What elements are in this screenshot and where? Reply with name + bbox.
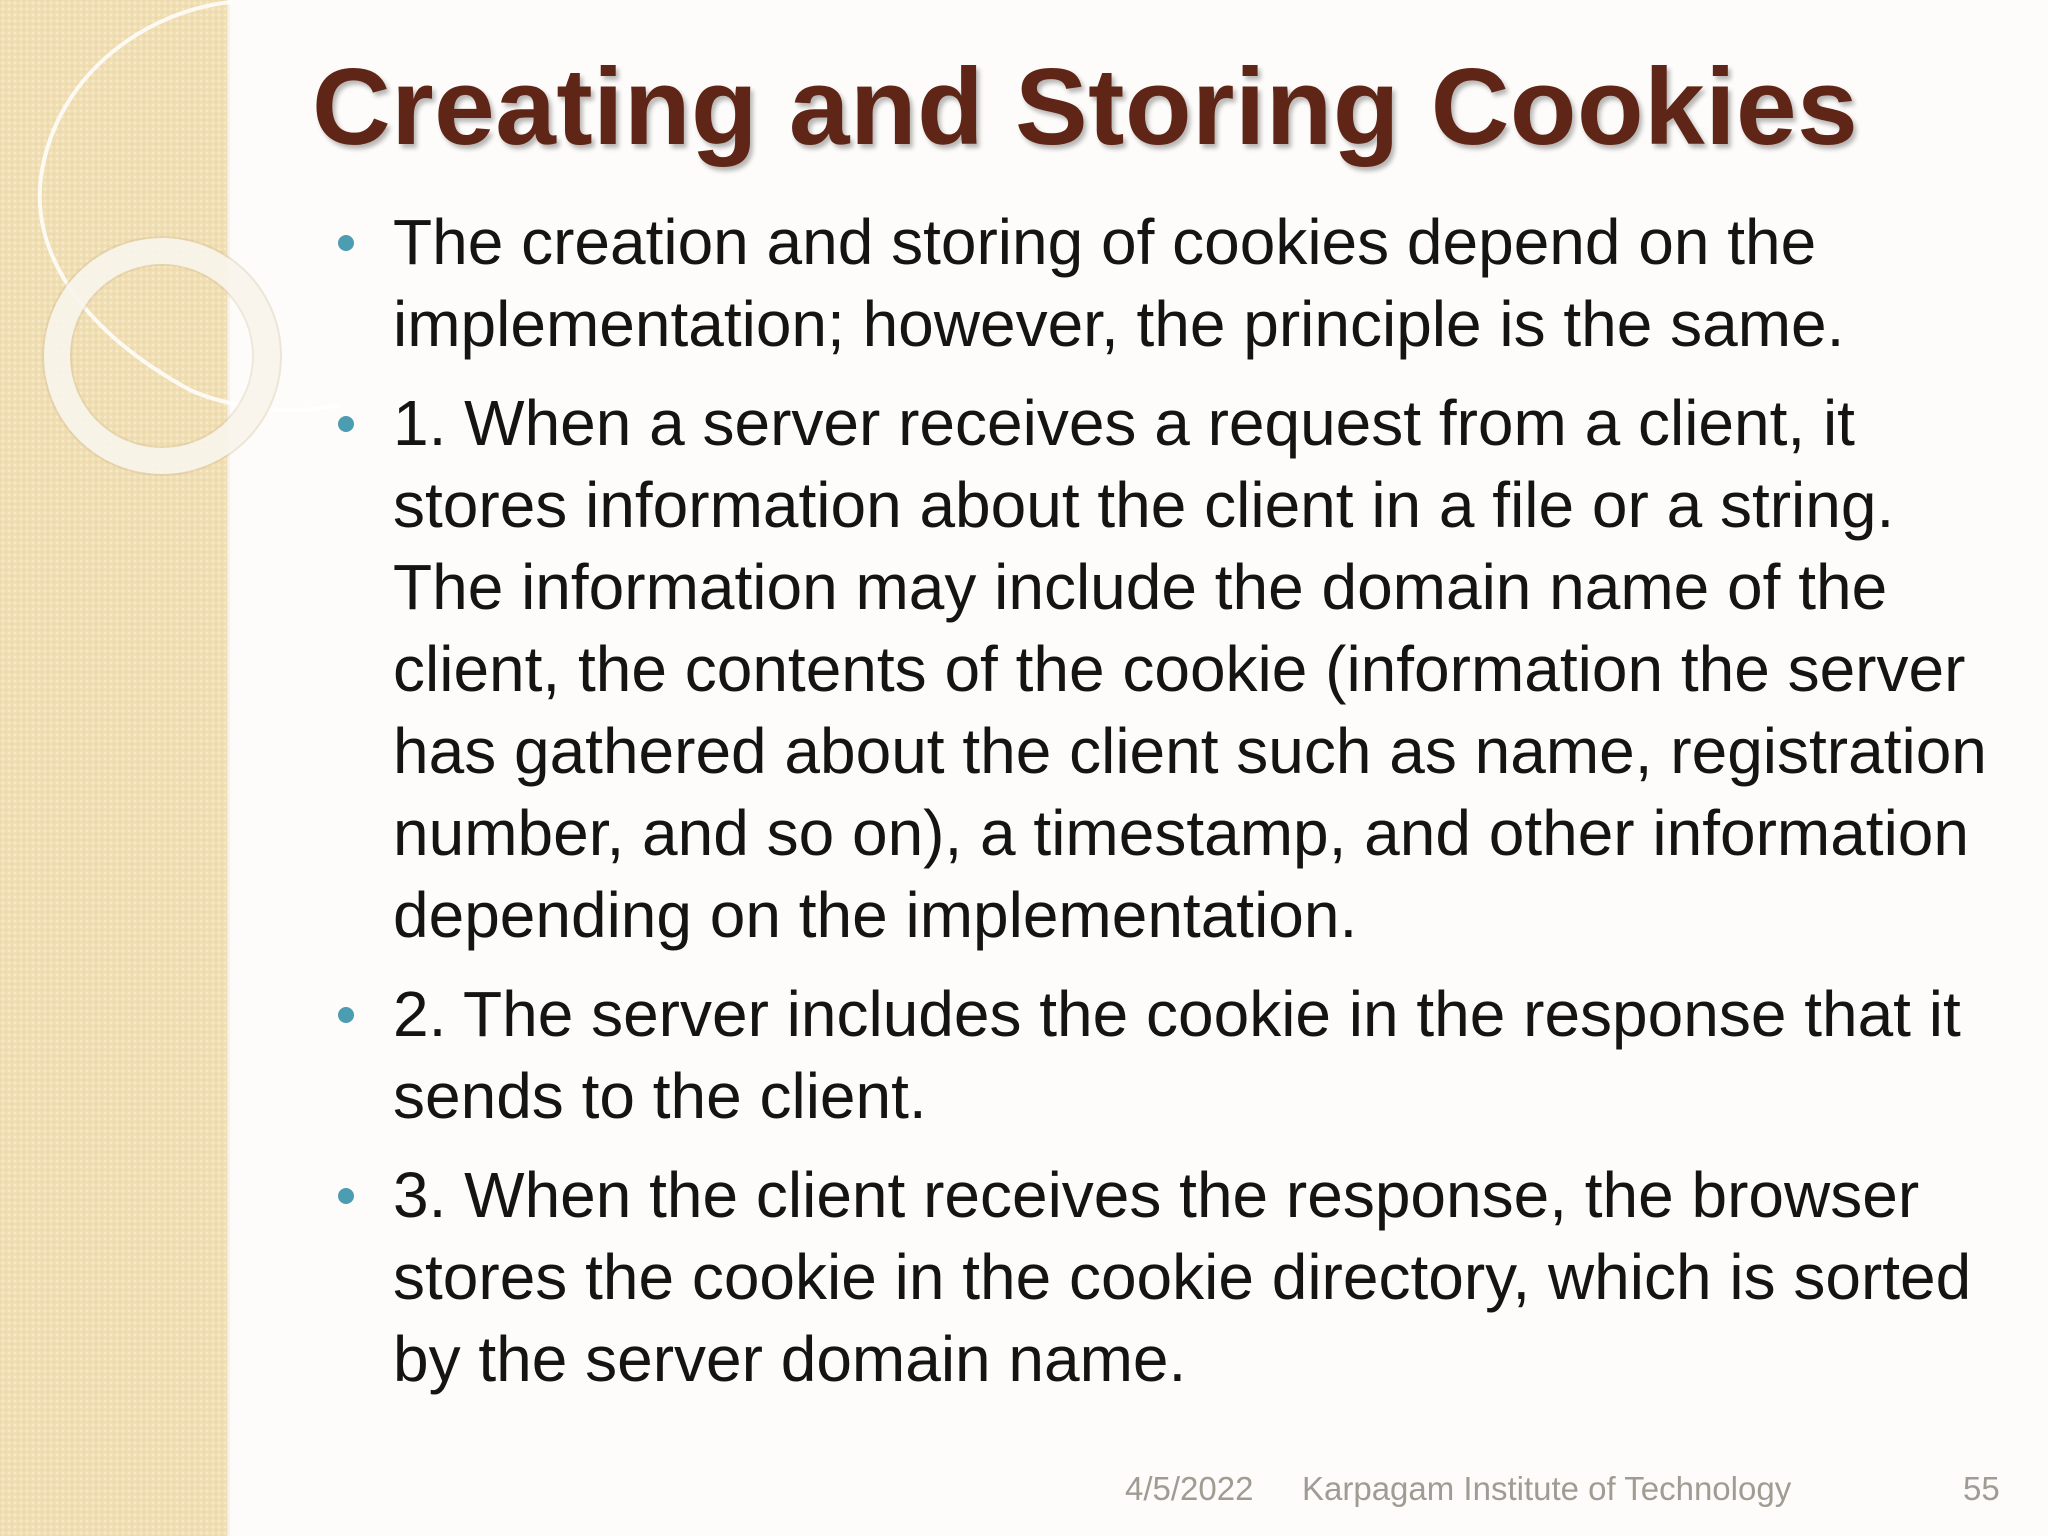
slide-title: Creating and Storing Cookies (312, 46, 1859, 168)
bullet-text: 1. When a server receives a request from a client, it stores information about the client in a file or a string. The information may include the domain name of the client, the contents of the cookie (information the server has gathered about the client such as name, registration number, and so on), a timestamp, and other information depending on the implementation. (393, 387, 1987, 951)
bullet-item (338, 1154, 1988, 1400)
decorative-ring (57, 251, 267, 461)
decorative-ring-inner-outline (71, 265, 253, 447)
bullet-dot-icon (338, 1007, 354, 1023)
slide-number: 55 (1963, 1470, 2000, 1507)
bullet-text: The creation and storing of cookies depend on the implementation; however, the principle is the same. (393, 206, 1845, 360)
bullet-text: 3. When the client receives the response, the browser stores the cookie in the cookie directory, which is sorted by the server domain name. (393, 1159, 1972, 1395)
bullet-dot-icon (338, 1188, 354, 1204)
decorative-arc (40, 2, 340, 410)
bullet-list (338, 201, 1988, 1417)
bullet-item (338, 973, 1988, 1137)
footer-date: 4/5/2022 (1125, 1470, 1254, 1507)
bullet-item (338, 382, 1988, 956)
bullet-dot-icon (338, 235, 354, 251)
bullet-dot-icon (338, 416, 354, 432)
footer-organization: Karpagam Institute of Technology (1302, 1470, 1792, 1507)
decorative-circles (0, 0, 340, 520)
bullet-text: 2. The server includes the cookie in the response that it sends to the client. (393, 978, 1961, 1132)
bullet-item (338, 201, 1988, 365)
